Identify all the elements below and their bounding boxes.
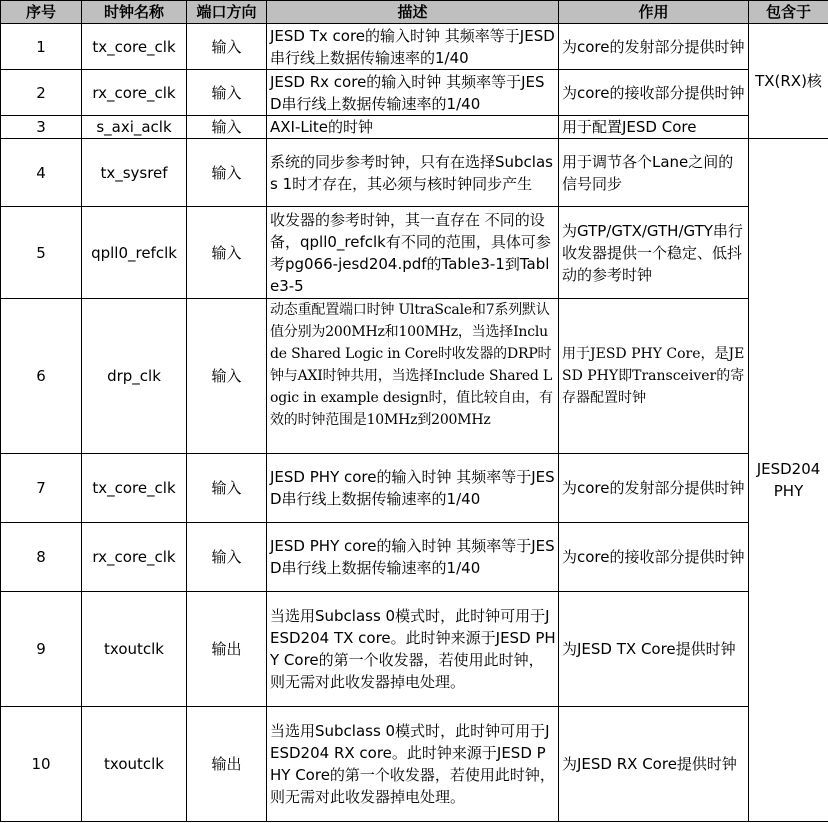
- cell-port-direction: 输入: [187, 70, 267, 116]
- cell-clock-name: qpll0_refclk: [82, 207, 187, 299]
- cell-port-direction: 输入: [187, 454, 267, 523]
- cell-port-direction: 输出: [187, 592, 267, 707]
- cell-index: 1: [1, 24, 82, 70]
- cell-clock-name: s_axi_aclk: [82, 116, 187, 139]
- cell-port-direction: 输出: [187, 707, 267, 822]
- cell-usage: 为GTP/GTX/GTH/GTY串行收发器提供一个稳定、低抖动的参考时钟: [559, 207, 749, 299]
- cell-clock-name: rx_core_clk: [82, 70, 187, 116]
- cell-port-direction: 输入: [187, 523, 267, 592]
- cell-description: JESD Tx core的输入时钟 其频率等于JESD串行线上数据传输速率的1/40: [267, 24, 559, 70]
- cell-group-tx-rx-core: TX(RX)核: [749, 24, 828, 139]
- table-row: [1, 454, 828, 523]
- header-contained-in: 包含于: [749, 1, 828, 24]
- cell-usage: 为core的接收部分提供时钟: [559, 70, 749, 116]
- cell-index: 8: [1, 523, 82, 592]
- cell-description: 收发器的参考时钟，其一直存在 不同的设备，qpll0_refclk有不同的范围，具体可参考pg066-jesd204.pdf的Table3-1到Table3-5: [267, 207, 559, 299]
- table-row: [1, 207, 828, 299]
- cell-group-jesd204-phy: JESD204 PHY: [749, 139, 828, 822]
- cell-clock-name: tx_sysref: [82, 139, 187, 207]
- cell-description: AXI-Lite的时钟: [267, 116, 559, 139]
- cell-description: JESD PHY core的输入时钟 其频率等于JESD串行线上数据传输速率的1/40: [267, 523, 559, 592]
- cell-usage: 用于调节各个Lane之间的信号同步: [559, 139, 749, 207]
- cell-clock-name: txoutclk: [82, 592, 187, 707]
- cell-port-direction: 输入: [187, 139, 267, 207]
- cell-clock-name: drp_clk: [82, 299, 187, 454]
- cell-usage: 用于JESD PHY Core，是JESD PHY即Transceiver的寄存器配置时钟: [559, 299, 749, 454]
- cell-index: 7: [1, 454, 82, 523]
- cell-usage: 为JESD TX Core提供时钟: [559, 592, 749, 707]
- header-description: 描述: [267, 1, 559, 24]
- header-port-direction: 端口方向: [187, 1, 267, 24]
- header-row: [1, 1, 828, 24]
- table-row: [1, 523, 828, 592]
- cell-index: 10: [1, 707, 82, 822]
- cell-index: 2: [1, 70, 82, 116]
- cell-usage: 为JESD RX Core提供时钟: [559, 707, 749, 822]
- cell-description: JESD PHY core的输入时钟 其频率等于JESD串行线上数据传输速率的1/40: [267, 454, 559, 523]
- cell-usage: 用于配置JESD Core: [559, 116, 749, 139]
- table-row: [1, 299, 828, 454]
- table-row: [1, 139, 828, 207]
- cell-port-direction: 输入: [187, 24, 267, 70]
- cell-clock-name: rx_core_clk: [82, 523, 187, 592]
- cell-description: 系统的同步参考时钟，只有在选择Subclass 1时才存在，其必须与核时钟同步产生: [267, 139, 559, 207]
- cell-index: 5: [1, 207, 82, 299]
- cell-clock-name: txoutclk: [82, 707, 187, 822]
- cell-usage: 为core的发射部分提供时钟: [559, 454, 749, 523]
- cell-port-direction: 输入: [187, 116, 267, 139]
- table-row: [1, 592, 828, 707]
- table-row: [1, 707, 828, 822]
- cell-clock-name: tx_core_clk: [82, 454, 187, 523]
- cell-index: 3: [1, 116, 82, 139]
- header-clock-name: 时钟名称: [82, 1, 187, 24]
- header-index: 序号: [1, 1, 82, 24]
- cell-index: 6: [1, 299, 82, 454]
- cell-index: 9: [1, 592, 82, 707]
- cell-description: 动态重配置端口时钟 UltraScale和7系列默认值分别为200MHz和100MHz，当选择Include Shared Logic in Core时收发器的DRP时钟与AXI时钟共用，当选择Include Shared Logic in example design时，值比较自由，有效的时钟范围是10MHz到200MHz: [267, 299, 559, 454]
- cell-description: 当选用Subclass 0模式时，此时钟可用于JESD204 TX core。此时钟来源于JESD PHY Core的第一个收发器，若使用此时钟，则无需对此收发器掉电处理。: [267, 592, 559, 707]
- cell-description: JESD Rx core的输入时钟 其频率等于JESD串行线上数据传输速率的1/40: [267, 70, 559, 116]
- cell-port-direction: 输入: [187, 207, 267, 299]
- cell-port-direction: 输入: [187, 299, 267, 454]
- table-row: [1, 70, 828, 116]
- cell-usage: 为core的发射部分提供时钟: [559, 24, 749, 70]
- table-row: [1, 116, 828, 139]
- cell-usage: 为core的接收部分提供时钟: [559, 523, 749, 592]
- table-row: [1, 24, 828, 70]
- header-usage: 作用: [559, 1, 749, 24]
- cell-index: 4: [1, 139, 82, 207]
- cell-description: 当选用Subclass 0模式时，此时钟可用于JESD204 RX core。此时钟来源于JESD PHY Core的第一个收发器，若使用此时钟，则无需对此收发器掉电处理。: [267, 707, 559, 822]
- cell-clock-name: tx_core_clk: [82, 24, 187, 70]
